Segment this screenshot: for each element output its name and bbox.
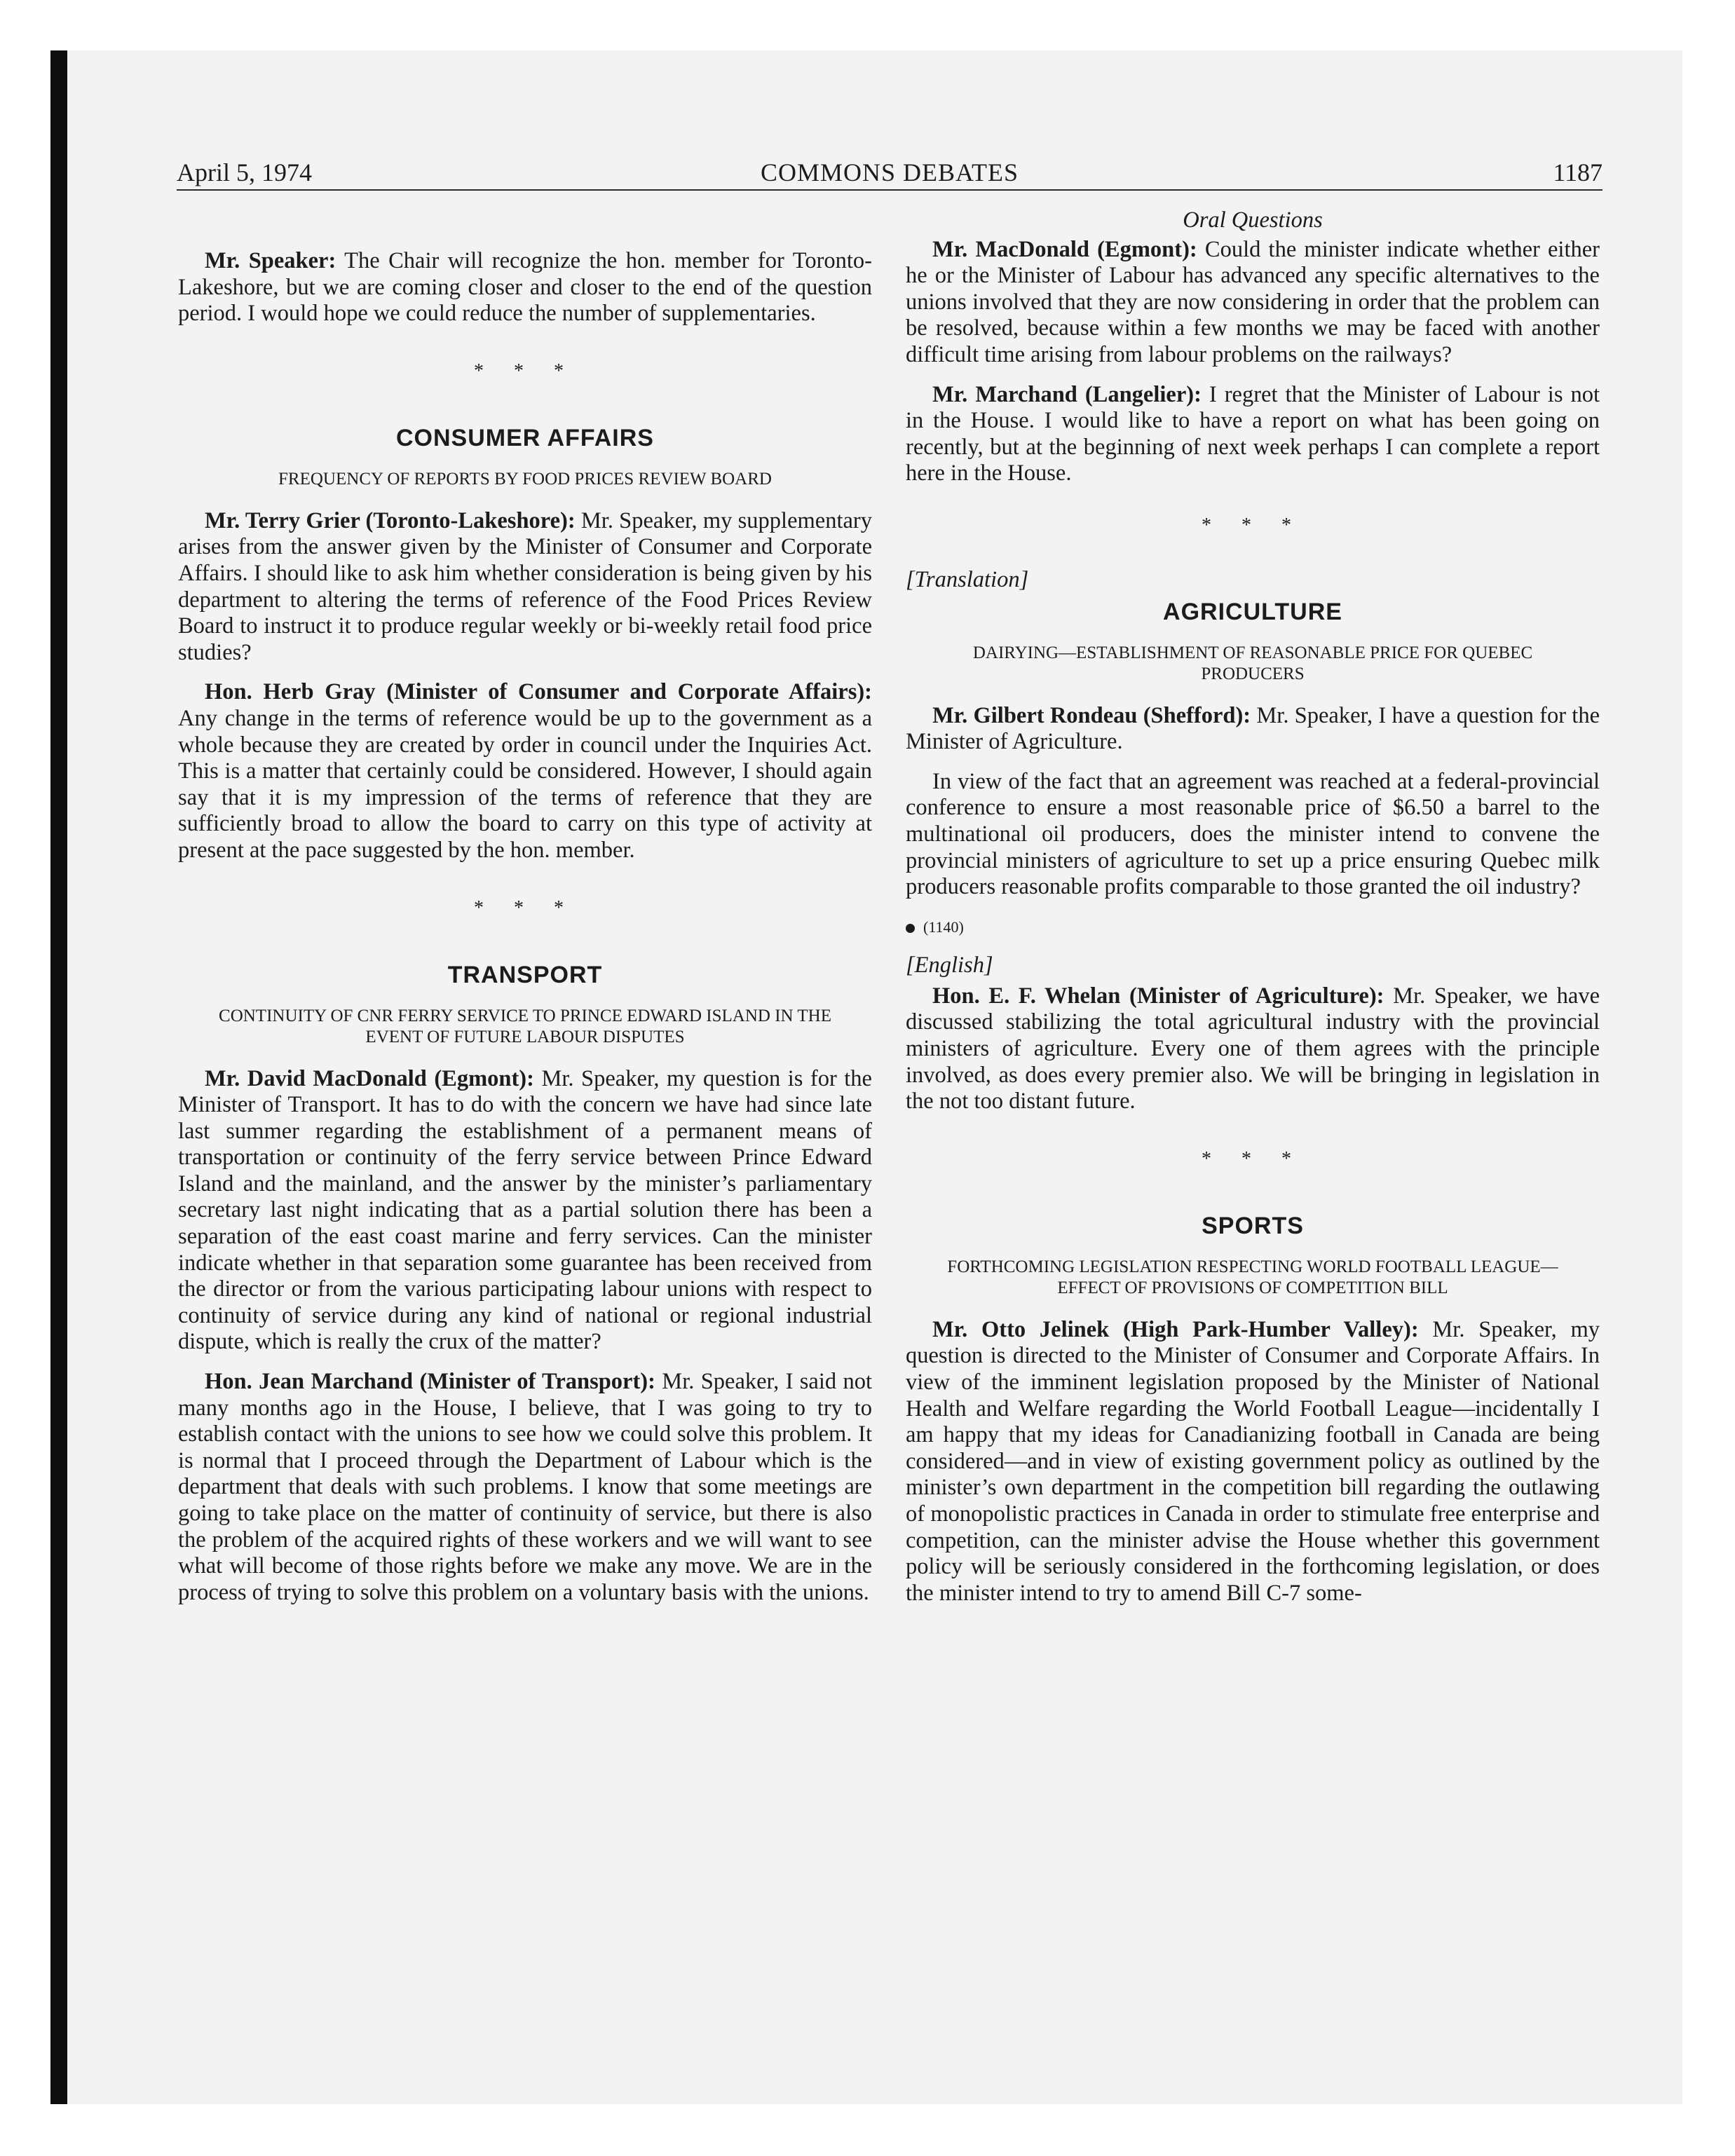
speaker-name: Mr. Otto Jelinek (High Park-Humber Valley):	[932, 1316, 1419, 1342]
header-page-number: 1187	[1553, 158, 1603, 186]
header-publication: COMMONS DEBATES	[760, 158, 1019, 186]
paragraph	[178, 508, 872, 667]
speaker-name: Hon. E. F. Whelan (Minister of Agriculture):	[932, 983, 1384, 1009]
paragraph	[906, 382, 1600, 487]
bullet-dot-icon	[906, 924, 915, 933]
paragraph	[178, 679, 872, 864]
speech-text: Mr. Speaker, my question is directed to the Minister of Consumer and Corporate Affairs. In view of the imminent legislation proposed by the Minister of National Health and Welfare regarding the World Football League—incidentally I am happy that my ideas for Canadianizing football in Canada are being considered—and in view of existing government policy as outlined by the minister’s own department in the competition bill regarding the outlawing of monopolistic practices in Canada in order to stimulate free enterprise and competition, can the minister advise the House whether this government policy will be seriously considered in the forthcoming legislation, or does the minister intend to try to amend Bill C-7 some-	[906, 1316, 1600, 1606]
section-subheading: DAIRYING—ESTABLISHMENT OF REASONABLE PRICE FOR QUEBEC PRODUCERS	[972, 643, 1533, 683]
paragraph	[906, 983, 1600, 1115]
speech-text: Mr. Speaker, we have discussed stabilizing the total agricultural industry with the provincial ministers of agriculture. Every one of them agrees with the principle involved, as does every premier also. We will be bringing in legislation in the not too distant future.	[906, 983, 1600, 1114]
section-subheading: CONTINUITY OF CNR FERRY SERVICE TO PRINCE EDWARD ISLAND IN THE EVENT OF FUTURE LABOUR DISPUTES	[219, 1006, 831, 1046]
timestamp-text: (1140)	[923, 917, 964, 936]
section-heading: SPORTS	[1202, 1212, 1304, 1239]
paragraph	[906, 703, 1600, 756]
section-heading: AGRICULTURE	[1163, 598, 1342, 625]
binding-edge	[50, 50, 67, 2104]
header-date: April 5, 1974	[177, 158, 312, 186]
section-separator: * * *	[1202, 514, 1304, 536]
english-label: [English]	[906, 953, 993, 978]
section-heading: CONSUMER AFFAIRS	[396, 424, 654, 451]
section-subheading: FORTHCOMING LEGISLATION RESPECTING WORLD FOOTBALL LEAGUE—EFFECT OF PROVISIONS OF COMPETITION BILL	[947, 1257, 1558, 1297]
speaker-name: Mr. MacDonald (Egmont):	[932, 236, 1197, 262]
left-column	[178, 207, 872, 1619]
speech-text: Any change in the terms of reference would be up to the government as a whole because they are created by order in council under the Inquiries Act. This is a matter that certainly could be considered. However, I should again say that it is my impression of the terms of reference that they are sufficiently broad to allow the board to carry on this type of activity at present at the pace suggested by the hon. member.	[178, 705, 872, 863]
speech-text: Mr. Speaker, my question is for the Minister of Transport. It has to do with the concern we have had since late last summer regarding the establishment of a permanent means of transportation or continuity of the ferry service between Prince Edward Island and the mainland, and the answer by the minister’s parliamentary secretary last night indicating that as a partial solution there has been a separation of the east coast marine and ferry services. Can the minister indicate whether in that separation some guarantee has been received from the director or from the various participating labour unions with respect to continuity of service during any kind of national or regional industrial dispute, which is really the crux of the matter?	[178, 1065, 872, 1355]
section-separator: * * *	[474, 896, 576, 919]
page-header	[177, 156, 1603, 192]
paragraph	[906, 237, 1600, 369]
translation-label: [Translation]	[906, 566, 1029, 592]
paragraph	[906, 1317, 1600, 1607]
paragraph	[178, 1066, 872, 1356]
timestamp	[906, 914, 1600, 941]
speech-text: Mr. Speaker, my supplementary arises from the answer given by the Minister of Consumer and Corporate Affairs. I should like to ask him whether consideration is being given by his department to altering the terms of reference of the Food Prices Review Board to instruct it to produce regular weekly or bi-weekly retail food price studies?	[178, 507, 872, 665]
section-subheading: FREQUENCY OF REPORTS BY FOOD PRICES REVIEW BOARD	[278, 469, 772, 489]
speaker-name: Mr. David MacDonald (Egmont):	[205, 1065, 534, 1091]
section-separator: * * *	[474, 360, 576, 382]
section-separator: * * *	[1202, 1147, 1304, 1170]
speaker-name: Hon. Jean Marchand (Minister of Transport):	[205, 1369, 655, 1395]
speech-text: I regret that the Minister of Labour is not in the House. I would like to have a report on what has been going on recently, but at the beginning of next week perhaps I can complete a report here in the House.	[906, 381, 1600, 486]
speaker-name: Mr. Marchand (Langelier):	[932, 381, 1202, 407]
speaker-name: Hon. Herb Gray (Minister of Consumer and Corporate Affairs):	[205, 679, 872, 705]
speaker-name: Mr. Terry Grier (Toronto-Lakeshore):	[205, 507, 576, 533]
speaker-name: Mr. Gilbert Rondeau (Shefford):	[932, 702, 1251, 728]
speaker-name: Mr. Speaker:	[205, 248, 336, 273]
speech-text: Mr. Speaker, I have a question for the Minister of Agriculture.	[906, 702, 1600, 755]
speech-text: The Chair will recognize the hon. member for Toronto-Lakeshore, but we are coming closer and closer to the end of the question period. I would hope we could reduce the number of supplementaries.	[178, 248, 872, 327]
speech-text: Mr. Speaker, I said not many months ago in the House, I believe, that I was going to try to establish contact with the unions to see how we could solve this problem. It is normal that I proceed through the Department of Labour which is the department that deals with such problems. I know that some meetings are going to take place on the matter of continuity of service, but there is also the problem of the acquired rights of these workers and we will want to see what will become of those rights before we make any move. We are in the process of trying to solve this problem on a voluntary basis with the unions.	[178, 1369, 872, 1605]
header-rule	[177, 189, 1603, 191]
speech-text: Could the minister indicate whether either he or the Minister of Labour has advanced any specific alternatives to the unions involved that they are now considering in order that the problem can be resolved, because within a few months we may be faced with another difficult time arising from labour problems on the railways?	[906, 236, 1600, 367]
paragraph	[178, 1369, 872, 1606]
paragraph: In view of the fact that an agreement was reached at a federal-provincial conference to ensure a most reasonable price of $6.50 a barrel to the multinational oil producers, does the minister intend to convene the provincial ministers of agriculture to set up a price ensuring Quebec milk producers reasonable profits comparable to those granted the oil industry?	[906, 768, 1600, 900]
right-column	[906, 207, 1600, 1620]
section-heading: TRANSPORT	[447, 961, 603, 988]
running-head: Oral Questions	[1183, 207, 1323, 233]
paragraph	[178, 248, 872, 327]
